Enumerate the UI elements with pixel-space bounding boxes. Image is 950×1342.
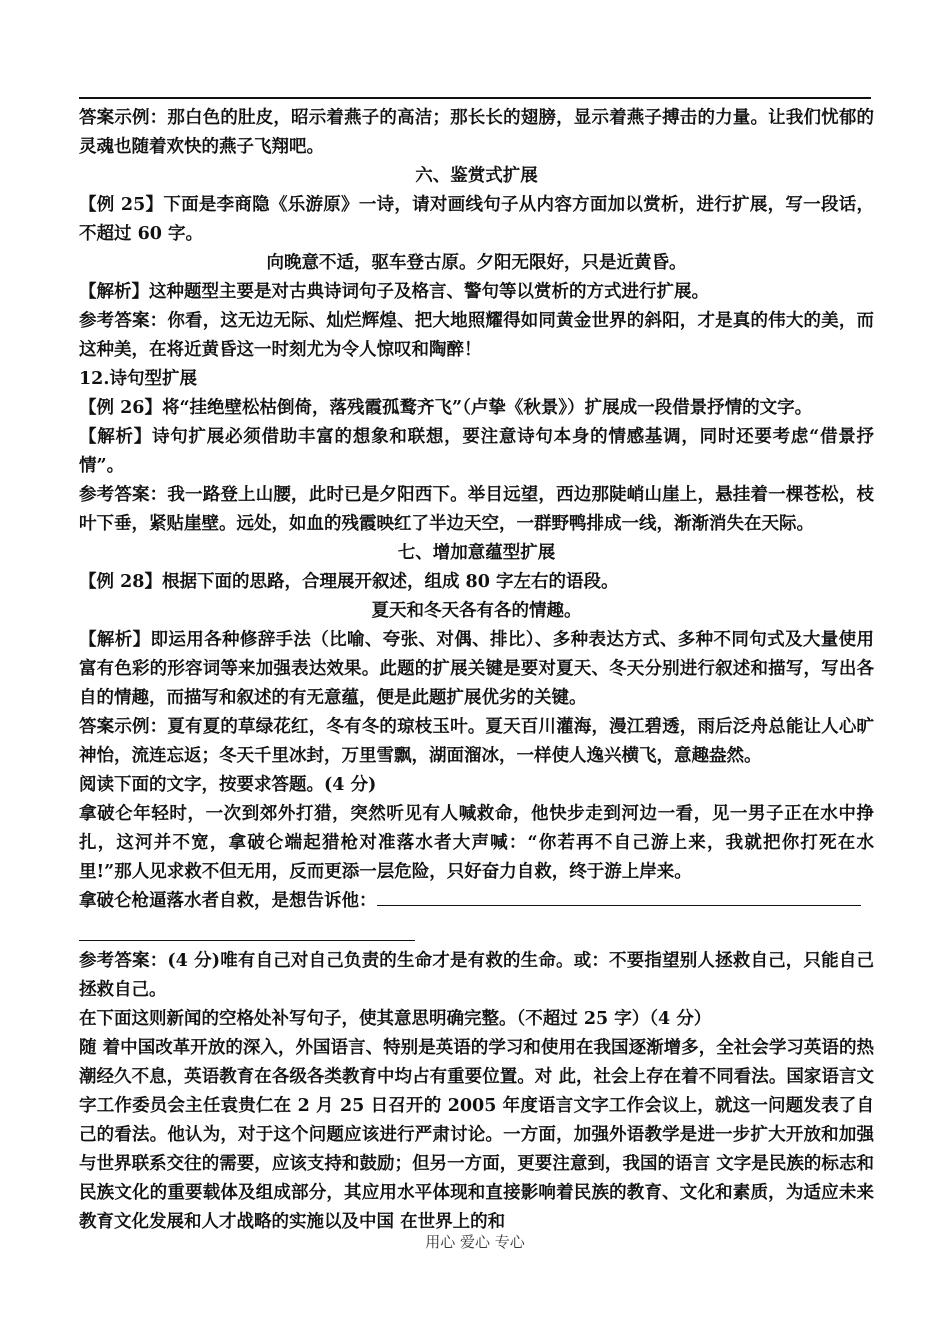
example-26: 【例 26】将“挂绝壁松枯倒倚，落残霞孤鹜齐飞”（卢挚《秋景》）扩展成一段借景抒情的文字。 <box>79 398 813 418</box>
example-28: 【例 28】根据下面的思路，合理展开叙述，组成 80 字左右的语段。 <box>79 572 619 592</box>
section-heading-6: 六、鉴赏式扩展 <box>415 166 538 186</box>
answer-example-swallow: 答案示例：那白色的肚皮，昭示着燕子的高洁；那长长的翅膀，显示着燕子搏击的力量。让我们忧郁的灵魂也随着欢快的燕子飞翔吧。 <box>79 108 874 157</box>
example-25: 【例 25】下面是李商隐《乐游原》一诗，请对画线句子从内容方面加以赏析，进行扩展，写一段话，不超过 60 字。 <box>79 195 874 244</box>
section-heading-7: 七、增加意蕴型扩展 <box>397 543 556 563</box>
header-rule <box>79 97 871 99</box>
analysis-26: 【解析】诗句扩展必须借助丰富的想象和联想，要注意诗句本身的情感基调，同时还要考虑“借景抒情”。 <box>79 427 874 476</box>
poem-line: 向晚意不适，驱车登古原。夕阳无限好，只是近黄昏。 <box>266 253 687 273</box>
news-question: 在下面这则新闻的空格处补写句子，使其意思明确完整。（不超过 25 字）（4 分） <box>79 1009 712 1029</box>
answer-25: 参考答案：你看，这无边无际、灿烂辉煌、把大地照耀得如同黄金世界的斜阳，才是真的伟大的美，而这种美，在将近黄昏这一时刻尤为令人惊叹和陶醉！ <box>79 311 874 360</box>
page-footer: 用心 爱心 专心 <box>425 1233 525 1251</box>
document-body <box>79 104 874 1237</box>
answer-blank-rule <box>79 940 415 941</box>
reading-question: 阅读下面的文字，按要求答题。(4 分) <box>79 775 377 795</box>
napoleon-question-text: 拿破仑枪逼落水者自救，是想告诉他： <box>79 891 377 911</box>
napoleon-question <box>79 887 874 916</box>
answer-26: 参考答案：我一路登上山腰，此时已是夕阳西下。举目远望，西边那陡峭山崖上，悬挂着一棵苍松，枝叶下垂，紧贴崖壁。远处，如血的残霞映红了半边天空，一群野鸭排成一线，渐渐消失在天际。 <box>79 485 874 534</box>
news-passage: 随 着中国改革开放的深入，外国语言、特别是英语的学习和使用在我国逐渐增多，全社会学习英语的热潮经久不息，英语教育在各级各类教育中均占有重要位置。对 此，社会上存在着不同看法。国家语言文字工作委员会主任袁贵仁在 2 月 25 日召开的 2005 年度语言文字工作会议上，就这一问题发表了自己的看法。他认为，对于这个问题应该进行严肃讨论。一方面，加强外语教学是进一步扩大开放和加强与世界联系交往的需要，应该支持和鼓励；但另一方面，更要注意到，我国的语言 文字是民族的标志和民族文化的重要载体及组成部分，其应用水平体现和直接影响着民族的教育、文化和素质，为适应未来教育文化发展和人才战略的实施以及中国 在世界上的和 <box>79 1038 874 1232</box>
analysis-28: 【解析】即运用各种修辞手法（比喻、夸张、对偶、排比）、多种表达方式、多种不同句式及大量使用富有色彩的形容词等来加强表达效果。此题的扩展关键是要对夏天、冬天分别进行叙述和描写，写出各自的情趣，而描写和叙述的有无意蕴，便是此题扩展优劣的关键。 <box>79 630 874 708</box>
napoleon-passage: 拿破仑年轻时，一次到郊外打猎，突然听见有人喊救命，他快步走到河边一看，见一男子正在水中挣扎，这河并不宽，拿破仑端起猎枪对准落水者大声喊：“你若再不自己游上来，我就把你打死在水里!”那人见求救不但无用，反而更添一层危险，只好奋力自救，终于游上岸来。 <box>79 804 874 882</box>
answer-napoleon: 参考答案：(4 分)唯有自己对自己负责的生命才是有救的生命。或：不要指望别人拯救自己，只能自己拯救自己。 <box>79 951 874 1000</box>
answer-28: 答案示例：夏有夏的草绿花红，冬有冬的琼枝玉叶。夏天百川灌海，漫江碧透，雨后泛舟总能让人心旷神怡，流连忘返；冬天千里冰封，万里雪飘，湖面溜冰，一样使人逸兴横飞，意趣盎然。 <box>79 717 874 766</box>
answer-blank-line <box>377 887 861 906</box>
theme-sentence: 夏天和冬天各有各的情趣。 <box>371 601 582 621</box>
subheading-12: 12.诗句型扩展 <box>79 369 197 389</box>
analysis-25: 【解析】这种题型主要是对古典诗词句子及格言、警句等以赏析的方式进行扩展。 <box>79 282 709 302</box>
